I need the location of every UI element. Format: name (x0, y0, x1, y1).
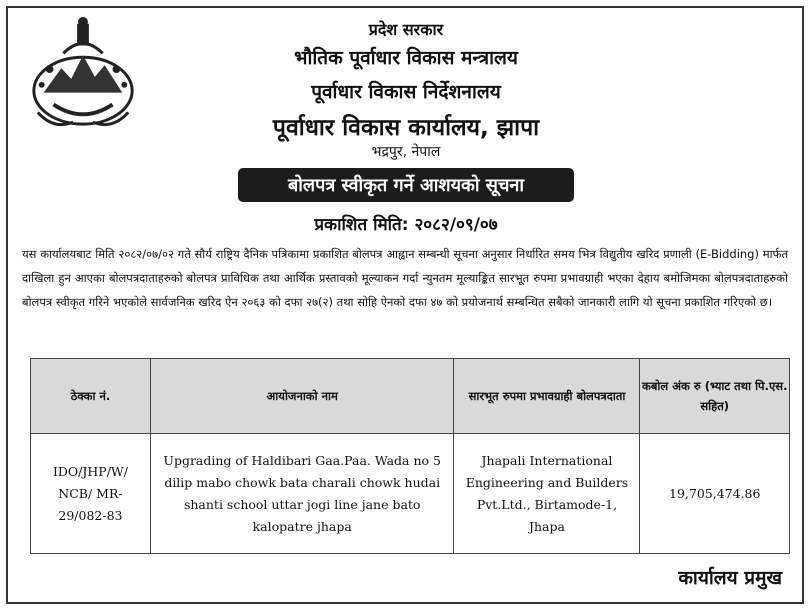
header-province: प्रदेश सरकार (368, 20, 444, 39)
cell-amount: 19,705,474.86 (640, 434, 790, 554)
header-office: पूर्वाधार विकास कार्यालय, झापा (272, 115, 540, 141)
notice-title: बोलपत्र स्वीकृत गर्ने आशयको सूचना (238, 168, 574, 202)
header-project-name: आयोजनाको नाम (150, 359, 454, 434)
header-amount: कबोल अंक रु (भ्याट तथा पि.एस. सहित) (640, 359, 790, 434)
header-directorate: पूर्वाधार विकास निर्देशनालय (311, 81, 501, 103)
header-ministry: भौतिक पूर्वाधार विकास मन्त्रालय (294, 47, 518, 69)
table-row (31, 434, 790, 554)
header-contract-no: ठेक्का नं. (31, 359, 151, 434)
cell-project-name: Upgrading of Haldibari Gaa.Paa. Wada no 5 dilip mabo chowk bata charali chowk hudai shanti school uttar jogi line jane bato kalopatre jhapa (150, 434, 454, 554)
cell-bidder: Jhapali International Engineering and Builders Pvt.Ltd., Birtamode-1, Jhapa (454, 434, 640, 554)
bid-table (30, 358, 790, 554)
header-location: भद्रपुर, नेपाल (371, 144, 441, 160)
table-header-row (31, 359, 790, 434)
signature-office-chief: कार्यालय प्रमुख (678, 567, 782, 589)
published-date: प्रकाशित मिति: २०८२/०९/०७ (314, 215, 498, 235)
header-bidder: सारभूत रुपमा प्रभावग्राही बोलपत्रदाता (454, 359, 640, 434)
cell-contract-no: IDO/JHP/W/ NCB/ MR-29/082-83 (31, 434, 151, 554)
notice-body: यस कार्यालयबाट मिति २०८२/०७/०२ गते सौर्य राष्ट्रिय दैनिक पत्रिकामा प्रकाशित बोलपत्र आह्वान सम्बन्धी सूचना अनुसार निर्धारित समय भित्र विद्युतीय खरिद प्रणाली (E-Bidding) मार्फत दाखिला हुन आएका बोलपत्रदाताहरुको बोलपत्र प्राविधिक तथा आर्थिक प्रस्तावको मूल्याकन गर्दा न्युनतम मूल्याङ्कित सारभूत रुपमा प्रभावग्राही भएका देहाय बमोजिमका बोलपत्रदाताहरुको बोलपत्र स्वीकृत गरिने भएकोले सार्वजनिक खरिद ऐन २०६३ को दफा २७(२) तथा सोहि ऐनको दफा ४७ को प्रयोजनार्थ सम्बन्धित सबैको जानकारी लागि यो सूचना प्रकाशित गरिएको छ। (22, 247, 788, 309)
